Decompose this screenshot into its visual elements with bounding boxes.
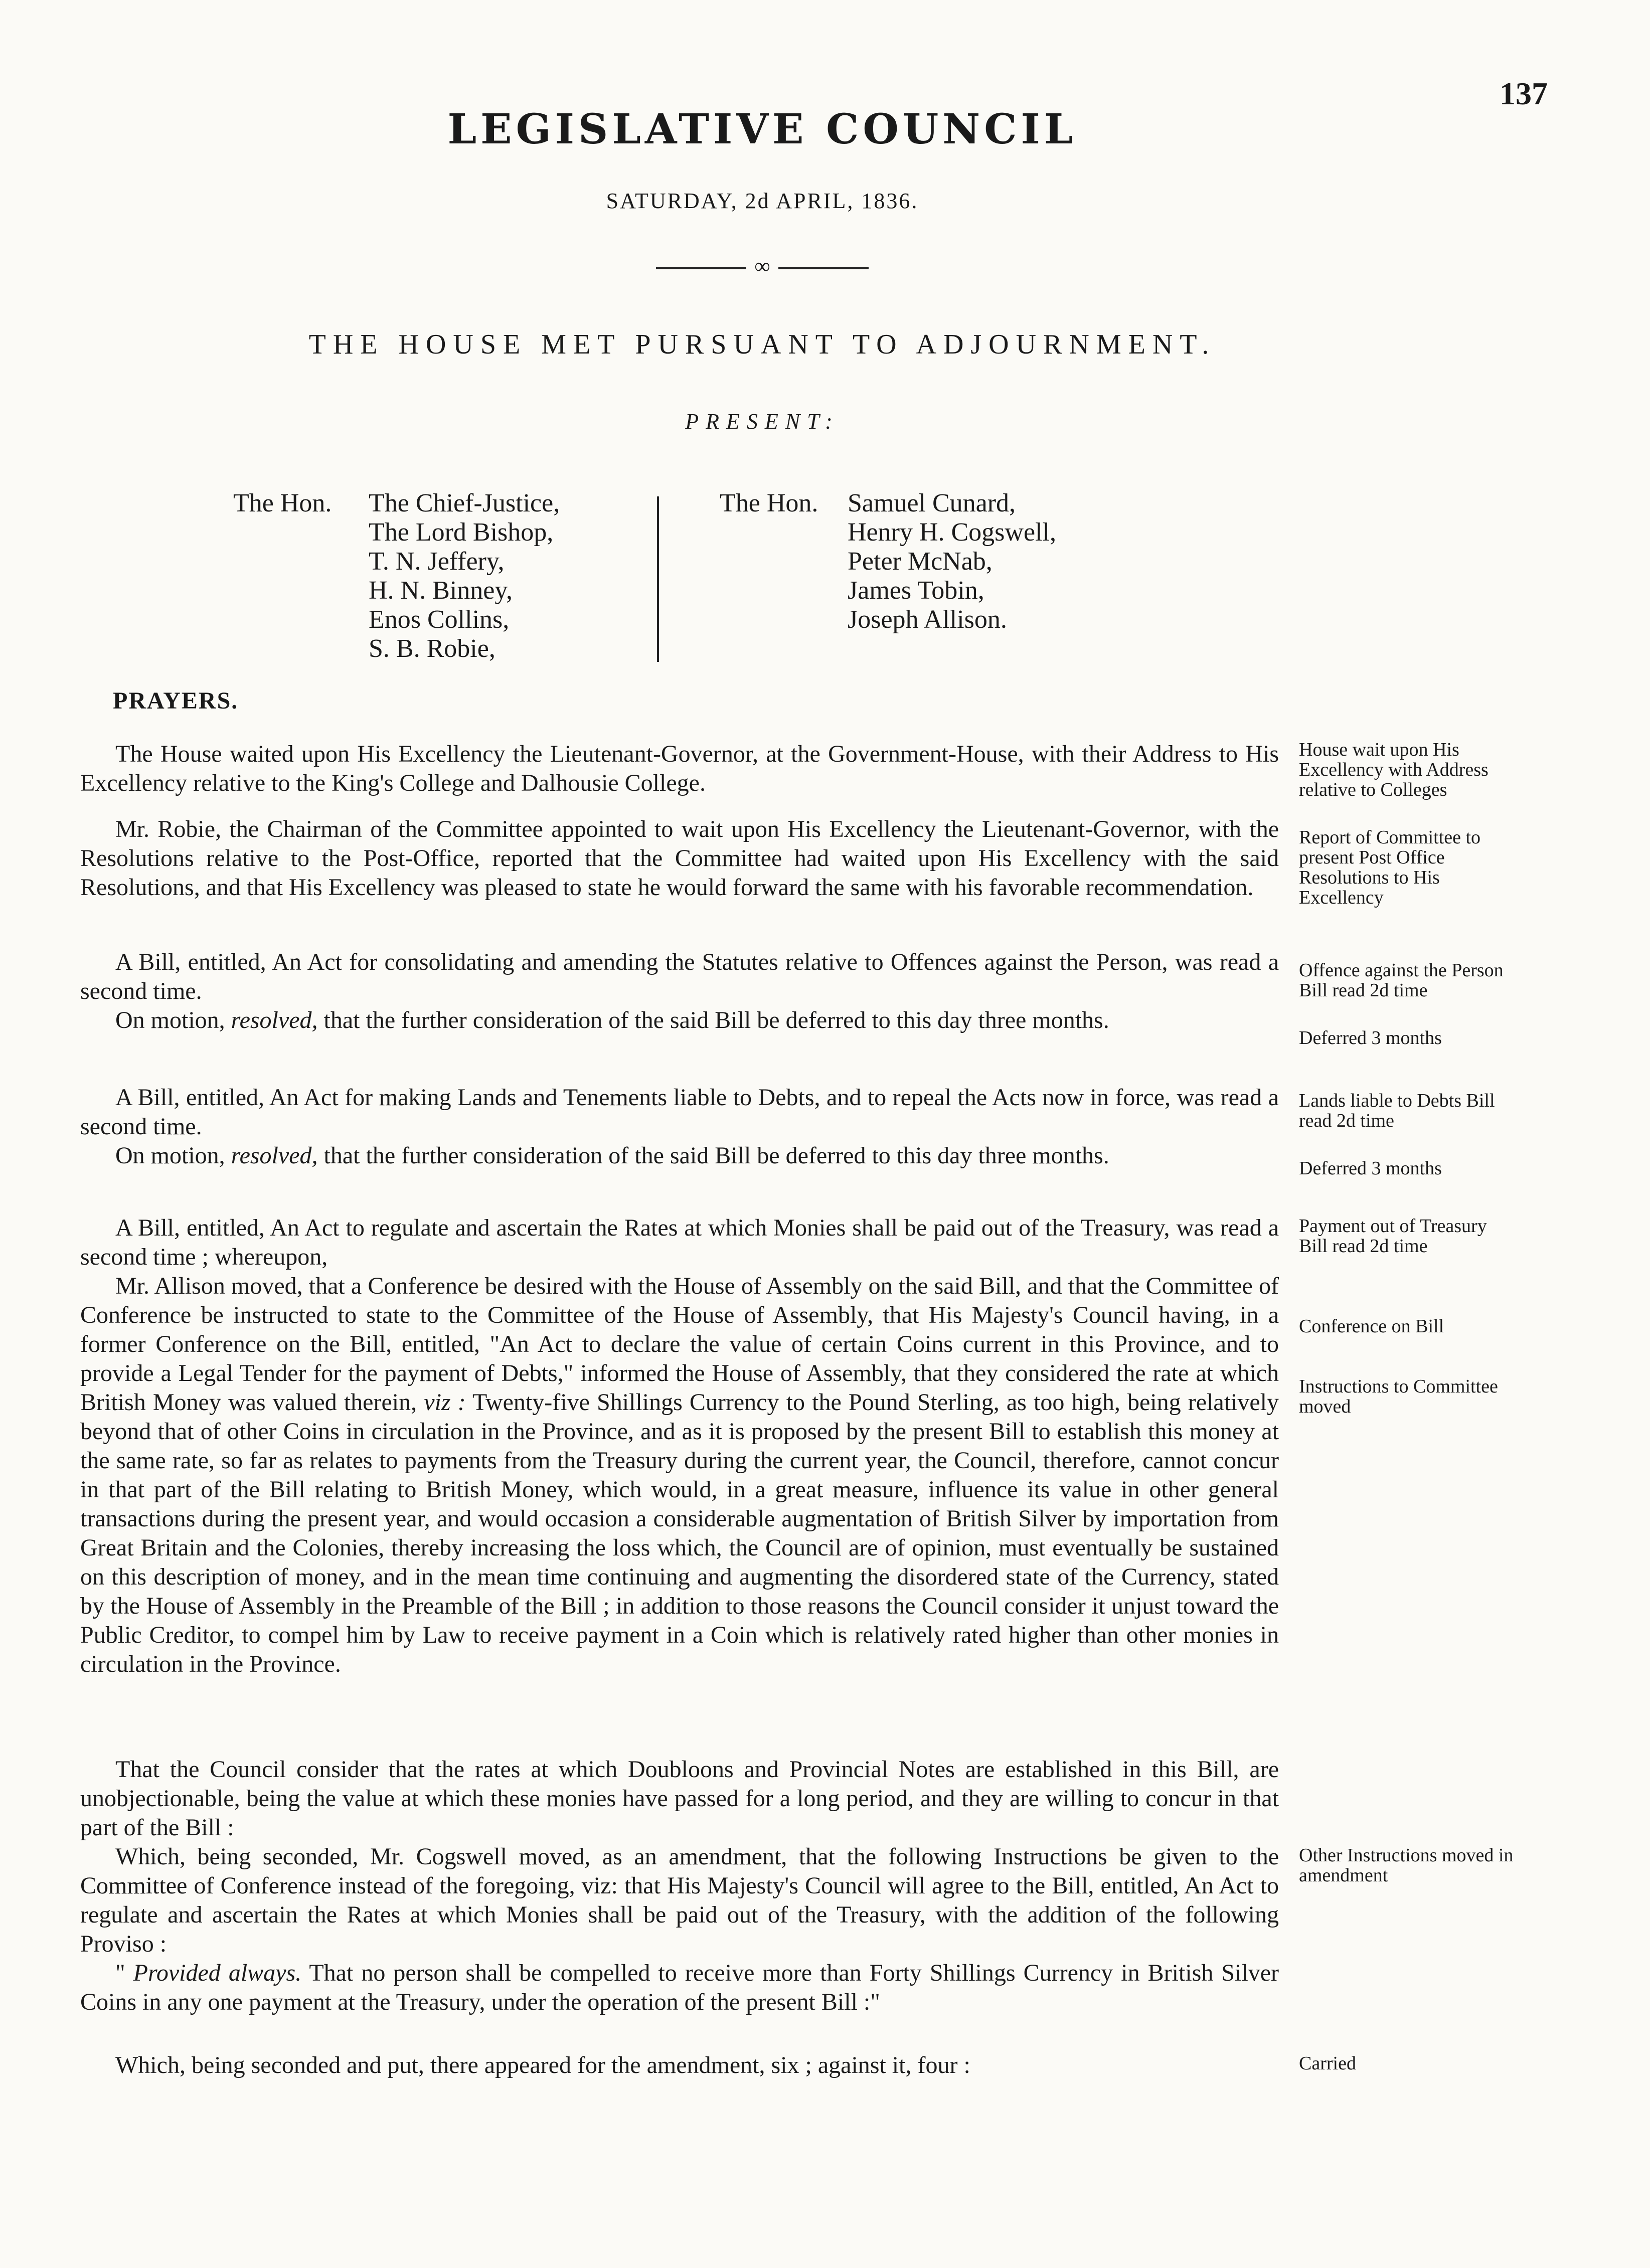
margin-note-treasury: Payment out of Treasury Bill read 2d time: [1299, 1215, 1487, 1257]
paragraph-cogswell-amendment: Which, being seconded, Mr. Cogswell moved, as an amendment, that the following Instructions be given to the Committee of Conference instead of the foregoing, viz: that His Majesty's Council will agree to the Bill, entitled, An Act to regulate and ascertain the Rates at which Monies shall be paid out of the Treasury, with the addition of the following Proviso :: [80, 1843, 1279, 1957]
members-left-prefix: The Hon.: [233, 489, 332, 517]
member-name: James Tobin,: [848, 576, 984, 605]
paragraph-address-colleges: The House waited upon His Excellency the Lieutenant-Governor, at the Government-House, with their Address to His Excellency relative to the King's College and Dalhousie College.: [80, 741, 1279, 796]
margin-note-deferred: Deferred 3 months: [1299, 1158, 1442, 1179]
council-title: LEGISLATIVE COUNCIL: [447, 105, 1077, 153]
margin-note-deferred: Deferred 3 months: [1299, 1027, 1442, 1049]
margin-note-lands: Lands liable to Debts Bill read 2d time: [1299, 1090, 1495, 1131]
prayers-heading: PRAYERS.: [113, 687, 239, 714]
paragraph-offences-bill: A Bill, entitled, An Act for consolidating and amending the Statutes relative to Offences against the Person, was read a second time.: [80, 949, 1279, 1004]
margin-note-colleges: House wait upon His Excellency with Address relative to Colleges: [1299, 739, 1489, 800]
ornament-divider: [0, 253, 1525, 279]
motion-lead: On motion,: [115, 1142, 231, 1169]
motion-text: that the further consideration of the said Bill be deferred to this day three months.: [317, 1142, 1109, 1169]
paragraph-offences-deferred: [80, 1006, 1279, 1035]
divider-rule-left: [656, 267, 746, 269]
paragraph-post-office-report: Mr. Robie, the Chairman of the Committee appointed to wait upon His Excellency the Lieutenant-Governor, with the Resolutions relative to the Post-Office, reported that the Committee had waited upon His Excellency with the said Resolutions, and that His Excellency was pleased to state he would forward the same with his favorable recommendation.: [80, 816, 1279, 901]
proviso-text: That no person shall be compelled to receive more than Forty Shillings Currency in British Silver Coins in any one payment at the Treasury, under the operation of the present Bill :": [80, 1960, 1279, 2015]
paragraph-proviso: [80, 1959, 1279, 2017]
motion-text: that the further consideration of the said Bill be deferred to this day three months.: [317, 1007, 1109, 1033]
motion-text: Mr. Allison moved, that a Conference be desired with the House of Assembly on the said Bill, and that the Committee of Conference be instructed to state to the Committee of the House of Assembly, that His Majesty's Council having, in a former Conference on the Bill, entitled, "An Act to declare the value of certain Coins current in this Province, and to provide a Legal Tender for the payment of Debts," informed the House of Assembly, that they considered the rate at which British Money was valued therein,: [80, 1273, 1279, 1416]
resolved-word: resolved,: [231, 1142, 318, 1169]
paragraph-vote-result: Which, being seconded and put, there appeared for the amendment, six ; against it, four :: [115, 2052, 970, 2078]
member-name: The Chief-Justice,: [369, 489, 560, 517]
margin-note-amendment: Other Instructions moved in amendment: [1299, 1845, 1514, 1886]
page-number: 137: [1500, 76, 1548, 111]
ornament-icon: ∞: [754, 254, 770, 278]
member-name: Samuel Cunard,: [848, 489, 1016, 517]
divider-rule-right: [778, 267, 869, 269]
paragraph-lands-deferred: [80, 1141, 1279, 1170]
motion-text-continued: Twenty-five Shillings Currency to the Pound Sterling, as too high, being relatively beyond that of other Coins in circulation in the Province, and as it is proposed by the present Bill to establish this money at the same rate, so far as relates to payments from the Treasury during the current year, the Council, therefore, cannot concur in that part of the Bill relating to British Money, which would, in a great measure, influence its value in other general transactions during the present year, and would occasion a considerable augmentation of British Silver by importation from Great Britain and the Colonies, thereby increasing the loss which, the Council are of opinion, must eventually be sustained on this description of money, and in the mean time continuing and augmenting the disordered state of the Currency, stated by the House of Assembly in the Preamble of the Bill ; in addition to those reasons the Council consider it unjust toward the Public Creditor, to compel him by Law to receive payment in a Coin which is relatively rated higher than other monies in circulation in the Province.: [80, 1389, 1279, 1677]
paragraph-doubloons: That the Council consider that the rates at which Doubloons and Provincial Notes are established in this Bill, are unobjectionable, being the value at which these monies have passed for a long period, and they are willing to concur in that part of the Bill :: [80, 1756, 1279, 1841]
present-label: PRESENT:: [685, 409, 840, 434]
proviso-lead: Provided always.: [133, 1960, 302, 1986]
members-right-list: [848, 489, 1056, 634]
member-name: H. N. Binney,: [369, 576, 513, 605]
member-name: The Lord Bishop,: [369, 518, 554, 547]
margin-note-offences: Offence against the Person Bill read 2d time: [1299, 960, 1504, 1001]
members-left-list: [369, 489, 560, 663]
members-column-divider: [657, 496, 659, 662]
motion-lead: On motion,: [115, 1007, 231, 1033]
margin-note-conference: Conference on Bill: [1299, 1316, 1444, 1337]
paragraph-treasury-bill: A Bill, entitled, An Act to regulate and ascertain the Rates at which Monies shall be paid out of the Treasury, was read a second time ; whereupon,: [80, 1214, 1279, 1270]
member-name: S. B. Robie,: [369, 634, 496, 663]
members-right-prefix: The Hon.: [720, 489, 818, 517]
paragraph-allison-motion: [80, 1272, 1279, 1679]
member-name: Enos Collins,: [369, 605, 510, 634]
viz-word: viz :: [424, 1389, 466, 1416]
member-name: Joseph Allison.: [848, 605, 1007, 634]
margin-note-carried: Carried: [1299, 2053, 1356, 2074]
margin-note-post-office: Report of Committee to present Post Office Resolutions to His Excellency: [1299, 827, 1481, 908]
quote-open: ": [115, 1960, 133, 1986]
member-name: Henry H. Cogswell,: [848, 518, 1056, 547]
paragraph-lands-bill: A Bill, entitled, An Act for making Lands and Tenements liable to Debts, and to repeal the Acts now in force, was read a second time.: [80, 1084, 1279, 1140]
member-name: Peter McNab,: [848, 547, 993, 576]
resolved-word: resolved,: [231, 1007, 318, 1033]
margin-note-instructions: Instructions to Committee moved: [1299, 1376, 1498, 1417]
member-name: T. N. Jeffery,: [369, 547, 505, 576]
session-subtitle: THE HOUSE MET PURSUANT TO ADJOURNMENT.: [308, 329, 1216, 360]
session-date: SATURDAY, 2d APRIL, 1836.: [606, 189, 919, 213]
